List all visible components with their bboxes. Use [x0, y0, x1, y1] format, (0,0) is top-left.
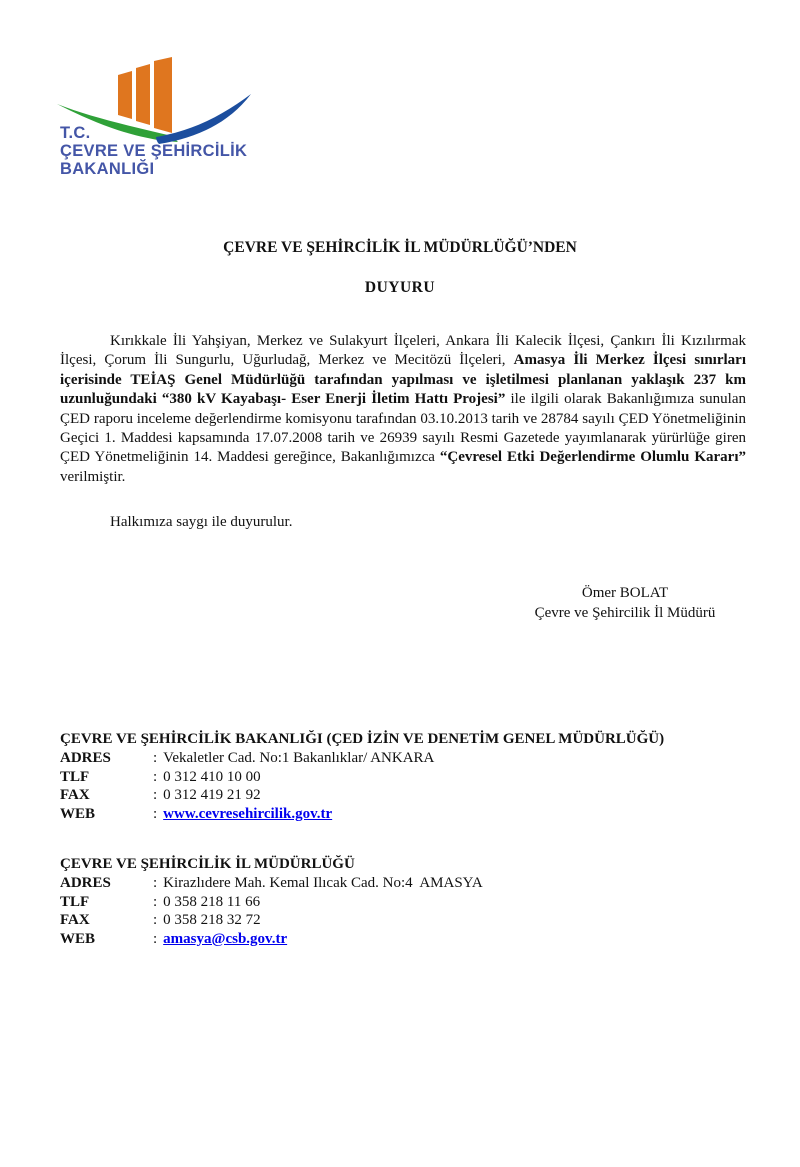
contact-label: WEB: [60, 930, 96, 947]
colon-separator: :: [153, 750, 158, 766]
contact-label: ADRES: [60, 875, 111, 891]
contact-value: 0 312 419 21 92: [163, 787, 261, 804]
colon-separator: :: [153, 805, 158, 822]
logo-line-tc: T.C.: [60, 124, 91, 142]
contact-label: TLF: [60, 893, 90, 910]
announcement-paragraph: [60, 332, 746, 487]
contact-row-adres: [60, 749, 746, 768]
logo-line-bakanligi: BAKANLIĞI: [60, 160, 155, 178]
colon-separator: :: [153, 768, 158, 785]
contact-block-provincial: [60, 855, 746, 948]
closing-line: Halkımıza saygı ile duyurulur.: [110, 514, 293, 530]
paragraph-segment: ile ilgili olarak Bakanlığımıza sunulan ÇED raporu inceleme değerlendirme komisyonu tarafından 03.10.2013 tarih ve 28784 sayılı ÇED Yönetmeliğinin Geçici 1. Maddesi kapsamında 17.07.2008 tarih ve 26939 sayılı Resmi Gazetede yayımlanarak yürürlüğe giren ÇED Yönetmeliğinin 14. Maddesi gereğince, Bakanlığımızca: [60, 391, 746, 466]
logo-line-ministry: ÇEVRE VE ŞEHİRCİLİK: [60, 142, 248, 160]
contact-row-tlf: [60, 768, 746, 787]
paragraph-segment: Kırıkkale İli Yahşiyan, Merkez ve Sulakyurt İlçeleri, Ankara İli Kalecik İlçesi, Çankırı İli Kızılırmak İlçesi, Çorum İli Sungurlu, Uğurludağ, Merkez ve Mecitözü İlçeleri,: [60, 333, 746, 369]
colon-separator: :: [153, 912, 158, 929]
colon-separator: :: [153, 787, 158, 804]
paragraph-segment: Amasya İli Merkez İlçesi sınırları içerisinde TEİAŞ Genel Müdürlüğü tarafından yapılması ve işletilmesi planlanan yaklaşık 237 km uzunluğundaki “380 kV Kayabaşı- Eser Enerji İletim Hattı Projesi”: [60, 352, 746, 408]
contact-label: TLF: [60, 768, 90, 785]
contact-value: Kirazlıdere Mah. Kemal Ilıcak Cad. No:4 AMASYA: [163, 875, 483, 891]
contact-row-fax: [60, 911, 746, 930]
contact-value: 0 358 218 11 66: [163, 893, 261, 910]
contact-value: 0 312 410 10 00: [163, 768, 261, 785]
contact-label: FAX: [60, 787, 90, 804]
contact-row-fax: [60, 786, 746, 805]
ministry-logo-wordmark: [60, 124, 247, 178]
contact-heading: ÇEVRE VE ŞEHİRCİLİK İL MÜDÜRLÜĞÜ: [60, 856, 355, 872]
contact-label: FAX: [60, 912, 90, 929]
contact-row-tlf: [60, 893, 746, 912]
colon-separator: :: [153, 893, 158, 910]
colon-separator: :: [153, 875, 158, 891]
contact-block-ministry: [60, 730, 746, 823]
signature-name: Ömer BOLAT: [581, 585, 669, 601]
provincial-email-link[interactable]: amasya@csb.gov.tr: [163, 930, 288, 947]
contact-value: Vekaletler Cad. No:1 Bakanlıklar/ ANKARA: [163, 750, 435, 766]
contact-value: 0 358 218 32 72: [163, 912, 261, 929]
page-subtitle: DUYURU: [364, 279, 436, 296]
signature-title: Çevre ve Şehircilik İl Müdürü: [534, 604, 716, 621]
contact-row-web: [60, 930, 746, 949]
signature-block: [460, 584, 790, 623]
contact-row-adres: [60, 874, 746, 893]
contact-heading: ÇEVRE VE ŞEHİRCİLİK BAKANLIĞI (ÇED İZİN VE DENETİM GENEL MÜDÜRLÜĞÜ): [60, 731, 665, 747]
contact-row-web: [60, 805, 746, 824]
paragraph-segment: “Çevresel Etki Değerlendirme Olumlu Kararı”: [439, 449, 746, 466]
contact-label: WEB: [60, 805, 96, 822]
contact-label: ADRES: [60, 750, 111, 766]
page-title: ÇEVRE VE ŞEHİRCİLİK İL MÜDÜRLÜĞÜ’NDEN: [223, 239, 577, 256]
ministry-website-link[interactable]: www.cevresehircilik.gov.tr: [163, 805, 333, 822]
paragraph-segment: verilmiştir.: [60, 468, 126, 485]
colon-separator: :: [153, 930, 158, 947]
